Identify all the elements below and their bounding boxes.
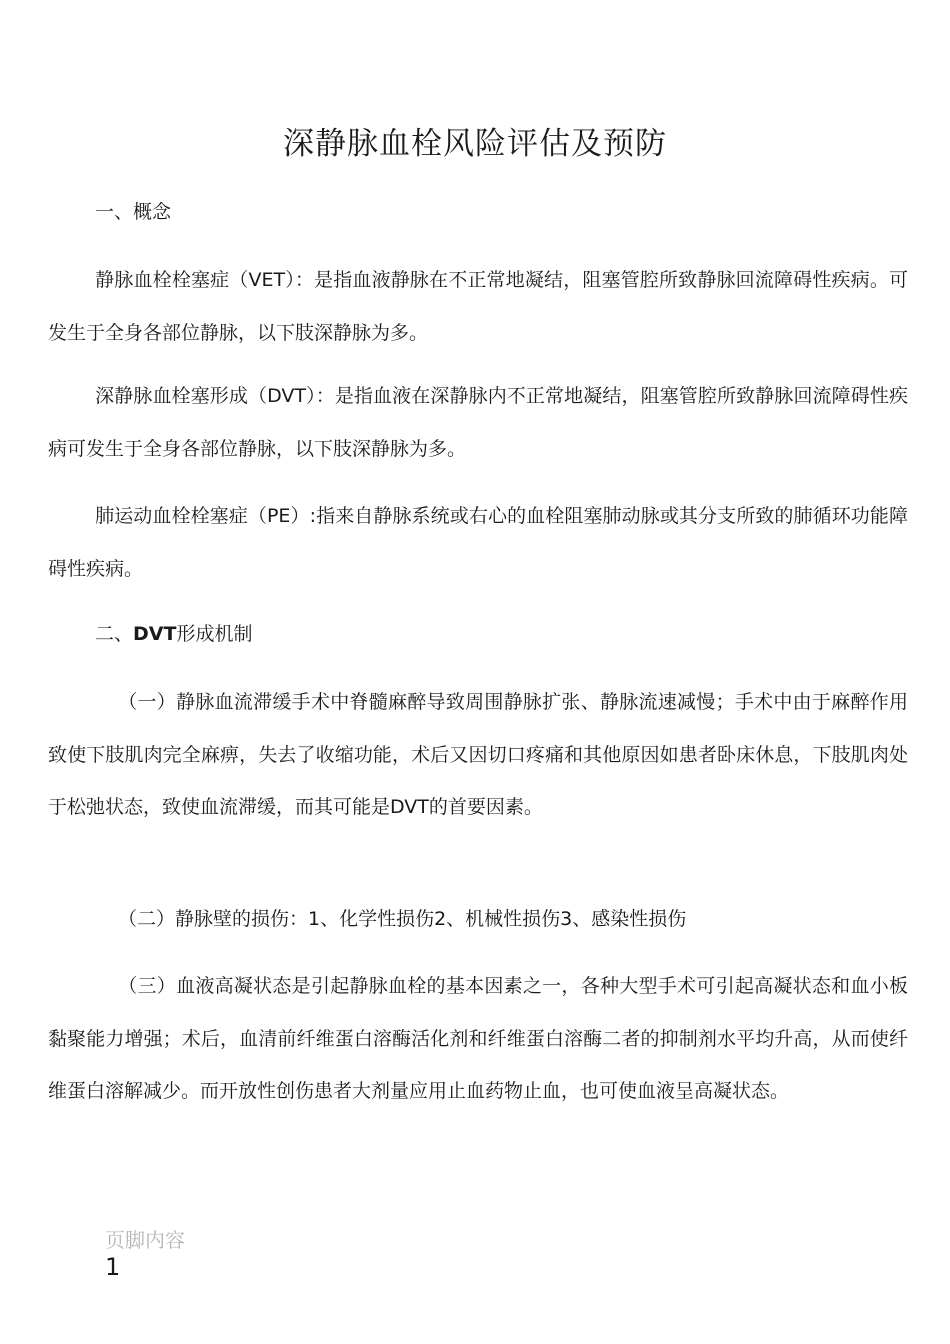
paragraph-vet-definition: [48, 254, 908, 359]
paragraph-text: （三）血液高凝状态是引起静脉血栓的基本因素之一，各种大型手术可引起高凝状态和血小板黏聚能力增强；术后，血清前纤维蛋白溶酶活化剂和纤维蛋白溶酶二者的抑制剂水平均升高，从而使纤维蛋白溶解减少。而开放性创伤患者大剂量应用止血药物止血，也可使血液呈高凝状态。: [48, 975, 908, 1102]
heading-bold-term: DVT: [133, 623, 177, 645]
page-number: 1: [105, 1253, 121, 1281]
paragraph-dvt-definition: [48, 370, 908, 475]
document-title: 深静脉血栓风险评估及预防: [283, 126, 667, 162]
footer-label: 页脚内容: [105, 1228, 185, 1252]
paragraph-hypercoagulability: [48, 960, 908, 1118]
paragraph-vessel-wall-injury: [48, 893, 908, 946]
heading-prefix: 二、: [95, 623, 134, 645]
paragraph-text: （一）静脉血流滞缓手术中脊髓麻醉导致周围静脉扩张、静脉流速减慢；手术中由于麻醉作用致使下肢肌肉完全麻痹，失去了收缩功能，术后又因切口疼痛和其他原因如患者卧床休息，下肢肌肉处于松弛状态，致使血流滞缓，而其可能是DVT的首要因素。: [48, 691, 908, 818]
paragraph-text: （二）静脉壁的损伤：1、化学性损伤2、机械性损伤3、感染性损伤: [118, 908, 687, 930]
paragraph-pe-definition: [48, 490, 908, 595]
paragraph-text: 肺运动血栓栓塞症（PE）:指来自静脉系统或右心的血栓阻塞肺动脉或其分支所致的肺循环功能障碍性疾病。: [48, 505, 908, 580]
heading-suffix: 形成机制: [176, 623, 253, 645]
section-heading-mechanism: [95, 619, 252, 649]
paragraph-venous-stasis: [48, 676, 908, 834]
paragraph-text: 静脉血栓栓塞症（VET）：是指血液静脉在不正常地凝结，阻塞管腔所致静脉回流障碍性疾病。可发生于全身各部位静脉，以下肢深静脉为多。: [48, 269, 908, 344]
paragraph-text: 深静脉血栓塞形成（DVT）：是指血液在深静脉内不正常地凝结，阻塞管腔所致静脉回流障碍性疾病可发生于全身各部位静脉，以下肢深静脉为多。: [48, 385, 908, 460]
section-heading-concepts: 一、概念: [95, 201, 172, 223]
